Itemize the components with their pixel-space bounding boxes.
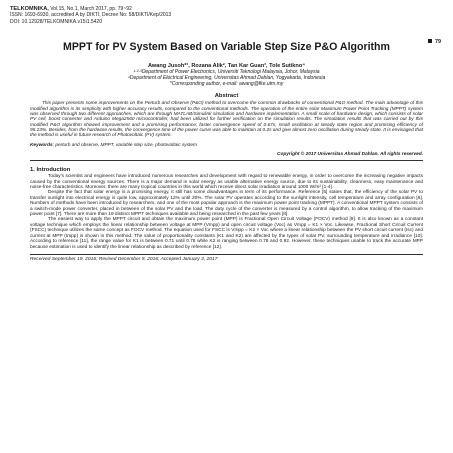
footer-divider xyxy=(30,254,423,255)
corresponding-author: *Corresponding author, e-mail: awang@fke.utm.my xyxy=(169,81,284,88)
affiliation-1: ¹·²·³Department of Power Electronics, Universiti Teknologi Malaysia, Johor, Malaysia xyxy=(133,69,320,76)
abstract-text: This paper presents some improvements on the Perturb and Observe (P&O) method to overcome the common drawbacks of conventional P&O method. The main advantage of this modified algorithm is its simplicity with higher accuracy results, compared to the conventional methods. The operation of the entire solar Maximum Power Point Tracking (MPPT) system was observed through two different approaches, which are through MATLAB/Simulink simulation and hardware implementation. A small scale of hardware design, which consists of solar PV cell, boost converter and Arduino Mega2560 microcontroller, had been utilized for further verification on the simulation results. The simulation results that was carried out by this modified P&O algorithm showed improvement and a promising performance; faster convergence speed of 0.67s, small oscillation at steady state region and promising efficiency of 95.23%. Besides, from the hardware results, the convergence time of the power curve was able to maintain at 0.2s and give almost zero oscillation during steady state. It is envisaged that the method is useful in future research of Photovoltaic (PV) system. xyxy=(30,101,423,139)
abstract-heading: Abstract xyxy=(214,93,239,100)
affiliation-2: ⁴Department of Electrical Engineering, Universitas Ahmad Dahlan, Yogyakarta, Indonesia xyxy=(127,75,326,82)
journal-volume: Vol.15, No.1, March 2017, pp. 79~92 xyxy=(50,6,132,12)
keywords-text: : perturb and observe, MPPT, variable step size, photovoltaic system xyxy=(52,142,197,148)
section-heading: 1. Introduction xyxy=(30,167,71,174)
received-dates: Received September 19, 2016; Revised December 9, 2016; Accepted January 3, 2017 xyxy=(30,256,218,262)
divider xyxy=(30,160,423,161)
intro-paragraph-3: The easiest way to apply the MPPT circuit and obtain the maximum power point (MPP) is Fractional Open Circuit Voltage (FOCV) method [9]. It is also known as a constant voltage technique which employs the linear relationship between voltage at MPP (Vmpp) and open circuit voltage (Voc) as Vmpp = K1 × Voc. Likewise, Fractional Short Circuit Current (FSCC) technique utilizes the same concept as FOCV method. The equation used for FSCC is Vmpp = K2 × Voc where a linear relationship between the PV short circuit current (Isc) and current at MPP (Impp) is shown in this method. The value of proportionality constants (K1 and K2) are affected by the types of solar PV, surrounding temperature and irradiance [10]. According to reference [11], the range value for K1 is between 0.71 until 0.78 while K2 is ranging between 0.78 and 0.92. However, these techniques unable to track the accurate MPP because estimation is used to identify the linear relationship as described by reference [12]. xyxy=(30,217,423,250)
copyright-notice: Copyright © 2017 Universitas Ahmad Dahlan. All rights reserved. xyxy=(277,152,423,158)
intro-paragraph-1: Today's scientist and engineers have introduced numerous researches and development with regard to renewable energy, in order to overcome the increasing negative impacts caused by the conventional energy sources. There is a major demand in solar energy as usable alternative energy source, due to its sustainability, cleanness, easy maintenance and noise-free characteristics. Moreover, there are many tropical countries in this world which receive direct solar irradiation around 1000 W/m² [1-4]. xyxy=(30,174,423,191)
page-number: 79 xyxy=(428,39,441,45)
journal-name: TELKOMNIKA, xyxy=(10,6,49,12)
keywords xyxy=(30,143,423,148)
journal-header xyxy=(10,6,443,45)
square-bullet-icon xyxy=(428,39,432,43)
keywords-label: Keywords xyxy=(30,142,53,148)
paper-title: MPPT for PV System Based on Variable Step Size P&O Algorithm xyxy=(63,41,390,54)
intro-paragraph-2: Despite the fact that solar energy is a promising energy, it still has some disadvantages in term of its performance. Reference [5] states that, the efficiency of the solar PV to transfer sunlight into electrical energy is quite low, approximately 12% until 20%. The solar PV operates according to the sunlight intensity, cell temperature and array configuration [6]. Numbers of methods have been introduced by researchers, and one of the most popular approach is the maximum power point tracking (MPPT). A conventional MPPT system consists of a switch-mode power converter, placed in between of the solar PV and the load. The duty cycle of the converter is measured by a control algorithm, to allow tracking of the maximum power point [7]. There are more than 19 distinct MPPT techniques available and being researched in the past few years [8]. xyxy=(30,190,423,218)
journal-doi: DOI: 10.12928/TELKOMNIKA.v15i1.5420 xyxy=(10,18,102,25)
journal-issn: ISSN: 1693-6930, accredited A by DIKTI, Decree No: 58/DIKTI/Kep/2013 xyxy=(10,12,172,19)
author-list: Awang Jusoh*¹, Rozana Alik², Tan Kar Guan³, Tole Sutikno⁴ xyxy=(147,62,306,69)
